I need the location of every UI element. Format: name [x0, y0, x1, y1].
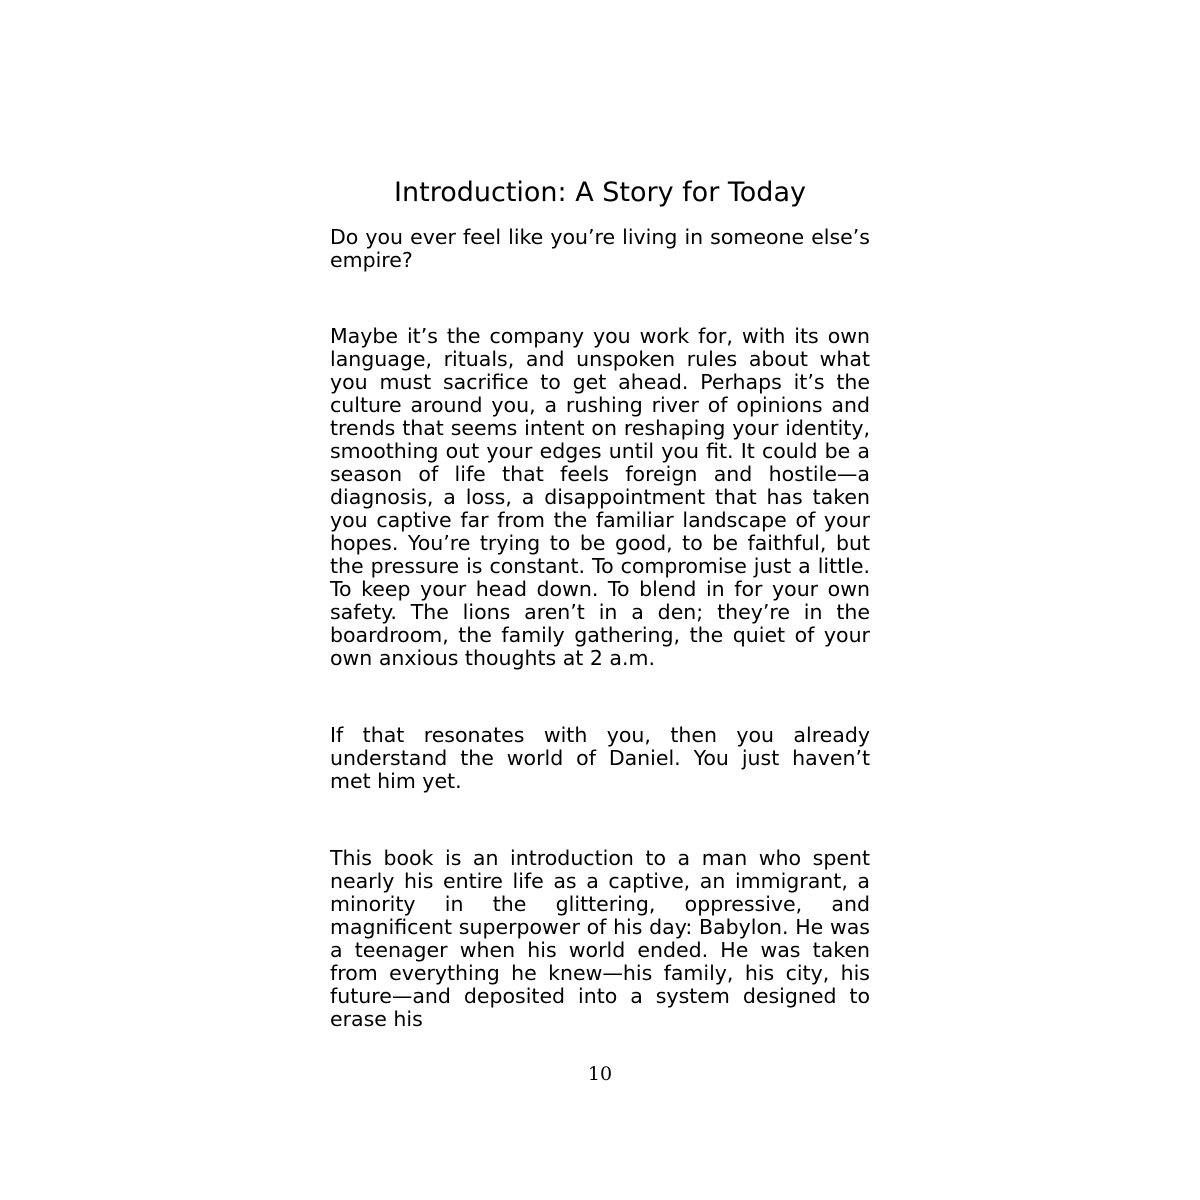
paragraph-1: Do you ever feel like you’re living in someone else’s empire?: [330, 225, 870, 272]
paragraph-2: Maybe it’s the company you work for, with its own language, rituals, and unspoken rules about what you must sacrifice to get ahead. Perhaps it’s the culture around you, a rushing river of opinions and trends that seems intent on reshaping your identity, smoothing out your edges until you fit. It could be a season of life that feels foreign and hostile—a diagnosis, a loss, a disappointment that has taken you captive far from the familiar landscape of your hopes. You’re trying to be good, to be faithful, but the pressure is constant. To compromise just a little. To keep your head down. To blend in for your own safety. The lions aren’t in a den; they’re in the boardroom, the family gathering, the quiet of your own anxious thoughts at 2 a.m.: [330, 324, 870, 670]
paragraph-3: If that resonates with you, then you already understand the world of Daniel. You just haven’t met him yet.: [330, 723, 870, 793]
paragraph-4: This book is an introduction to a man who spent nearly his entire life as a captive, an immigrant, a minority in the glittering, oppressive, and magnificent superpower of his day: Babylon. He was a teenager when his world ended. He was taken from everything he knew—his family, his city, his future—and deposited into a system designed to erase his: [330, 846, 870, 1031]
page-number: 10: [587, 1063, 613, 1085]
chapter-title: Introduction: A Story for Today: [394, 177, 806, 208]
